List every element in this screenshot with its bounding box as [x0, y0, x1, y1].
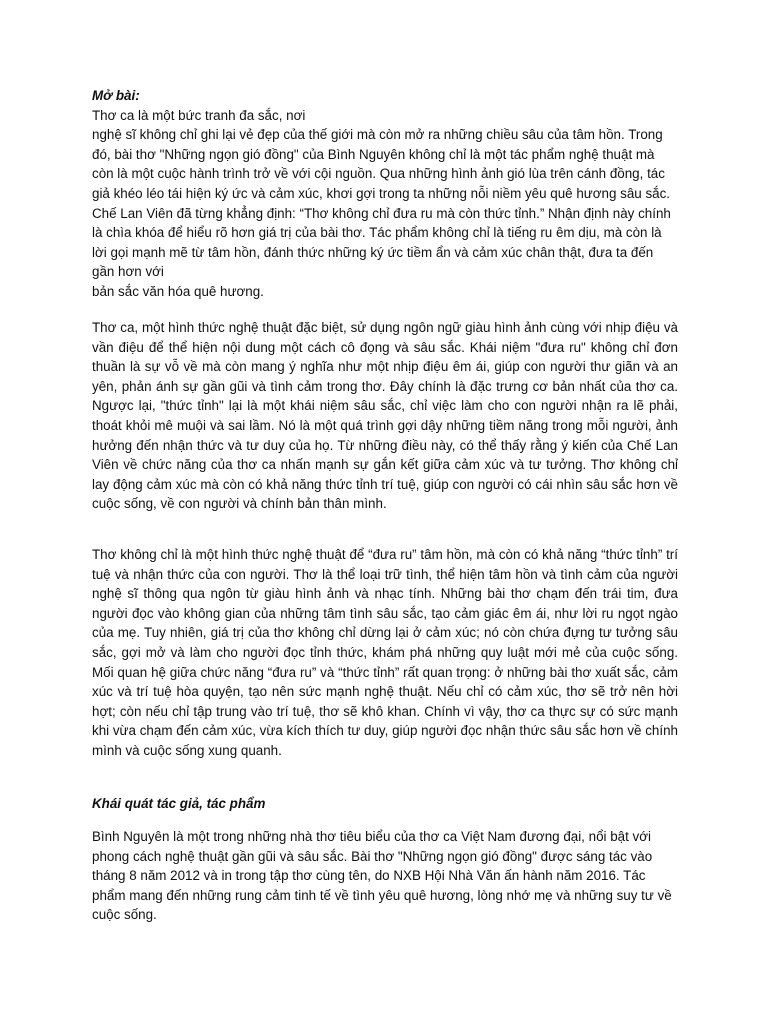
paragraph-2-text: Thơ ca, một hình thức nghệ thuật đặc biệt, sử dụng ngôn ngữ giàu hình ảnh cùng với nhịp điệu và vần điệu để thể hiện nội dung một cách cô đọng và sâu sắc. Khái niệm "đưa ru" không chỉ đơn thuần là sự vỗ về mà còn mang ý nghĩa như một nhịp điệu êm ái, giúp con người thư giãn và an yên, phản ánh sự gần gũi và tình cảm trong thơ. Đây chính là đặc trưng cơ bản nhất của thơ ca. Ngược lại, "thức tỉnh" lại là một khái niệm sâu sắc, chỉ việc làm cho con người nhận ra lẽ phải, thoát khỏi mê muội và sai lầm. Nó là một quá trình gợi dậy những tiềm năng trong mỗi người, ảnh hưởng đến nhận thức và tư duy của họ. Từ những điều này, có thể thấy rằng ý kiến của Chế Lan Viên về chức năng của thơ ca nhấn mạnh sự gắn kết giữa cảm xúc và tư tưởng. Thơ không chỉ lay động cảm xúc mà còn có khả năng thức tỉnh trí tuệ, giúp con người có cái nhìn sâu sắc hơn về cuộc sống, về con người và chính bản thân mình.: [92, 320, 678, 512]
section-2-body: Bình Nguyên là một trong những nhà thơ tiêu biểu của thơ ca Việt Nam đương đại, nổi bật với phong cách nghệ thuật gần gũi và sâu sắc. Bài thơ "Những ngọn gió đồng" được sáng tác vào tháng 8 năm 2012 và in trong tập thơ cùng tên, do NXB Hội Nhà Văn ấn hành năm 2016. Tác phẩm mang đến những rung cảm tinh tế về tình yêu quê hương, lòng nhớ mẹ và những suy tư về cuộc sống.: [92, 829, 672, 923]
paragraph-3-text: Thơ không chỉ là một hình thức nghệ thuật để “đưa ru” tâm hồn, mà còn có khả năng “thức tỉnh” trí tuệ và nhận thức của con người. Thơ là thể loại trữ tình, thể hiện tâm hồn và tình cảm của người nghệ sĩ thông qua ngôn từ giàu hình ảnh và nhạc tính. Những bài thơ chạm đến trái tim, đưa người đọc vào không gian của những tâm tình sâu sắc, tạo cảm giác êm ái, như lời ru ngọt ngào của mẹ. Tuy nhiên, giá trị của thơ không chỉ dừng lại ở cảm xúc; nó còn chứa đựng tư tưởng sâu sắc, gợi mở và làm cho người đọc tỉnh thức, khám phá những quy luật mới mẻ của cuộc sống. Mối quan hệ giữa chức năng “đưa ru” và “thức tỉnh” rất quan trọng: ở những bài thơ xuất sắc, cảm xúc và trí tuệ hòa quyện, tạo nên sức mạnh nghệ thuật. Nếu chỉ có cảm xúc, thơ sẽ trở nên hời hợt; còn nếu chỉ tập trung vào trí tuệ, thơ sẽ khô khan. Chính vì vậy, thơ ca thực sự có sức mạnh khi vừa chạm đến cảm xúc, vừa kích thích tư duy, giúp người đọc nhận thức sâu sắc hơn về chính mình và cuộc sống xung quanh.: [92, 547, 678, 758]
intro-body: nghệ sĩ không chỉ ghi lại vẻ đẹp của thế giới mà còn mở ra những chiều sâu của tâm hồn. Trong đó, bài thơ "Những ngọn gió đồng" của Bình Nguyên không chỉ là một tác phẩm nghệ thuật mà còn là một cuộc hành trình trở về với cội nguồn. Qua những hình ảnh gió lùa trên cánh đồng, tác giả khéo léo tái hiện ký ức và cảm xúc, khơi gợi trong ta những nỗi niềm yêu quê hương sâu sắc. Chế Lan Viên đã từng khẳng định: “Thơ không chỉ đưa ru mà còn thức tỉnh.” Nhận định này chính là chìa khóa để hiểu rõ hơn giá trị của bài thơ. Tác phẩm không chỉ là tiếng ru êm dịu, mà còn là lời gọi mạnh mẽ từ tâm hồn, đánh thức những ký ức tiềm ẩn và cảm xúc chân thật, đưa ta đến gần hơn với: [92, 127, 671, 280]
intro-first-line: Thơ ca là một bức tranh đa sắc, nơi: [92, 107, 306, 123]
section-2-heading: Khái quát tác giả, tác phẩm: [92, 796, 266, 811]
intro-heading: Mở bài:: [92, 88, 140, 103]
intro-section: [92, 86, 678, 302]
paragraph-tho-ca: [92, 318, 678, 514]
paragraph-tac-gia: [92, 827, 678, 925]
intro-last-line: bản sắc văn hóa quê hương.: [92, 283, 264, 299]
paragraph-dua-ru-thuc-tinh: [92, 545, 678, 761]
section-2-heading-block: [92, 794, 678, 814]
